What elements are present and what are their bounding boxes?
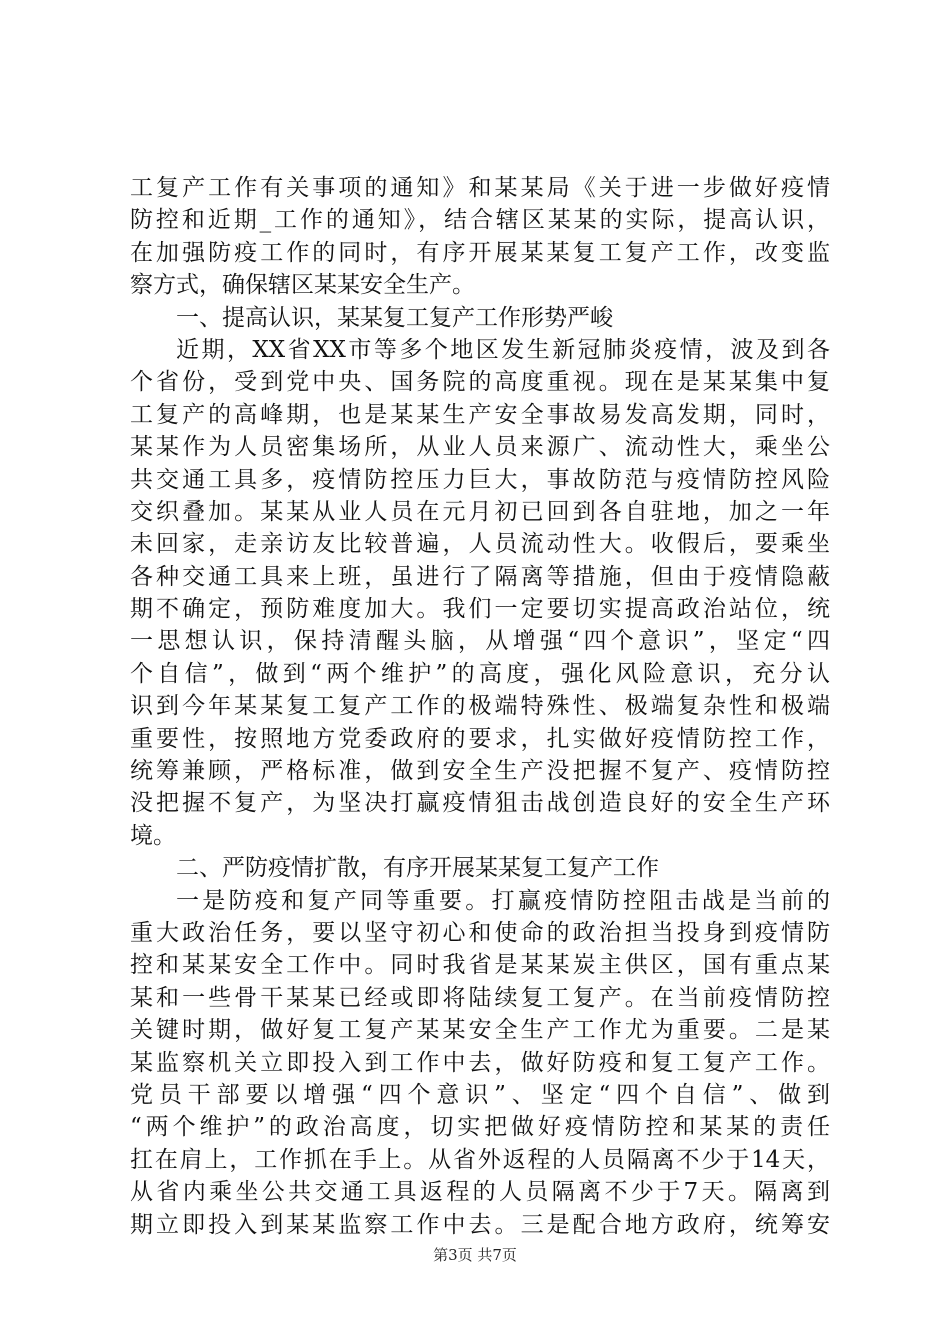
text-line: 某监察机关立即投入到工作中去，做好防疫和复工复产工作。 xyxy=(130,1049,830,1076)
text-line: 二、严防疫情扩散，有序开展某某复工复产工作 xyxy=(176,855,659,882)
text-line: 重大政治任务，要以坚守初心和使命的政治担当投身到疫情防 xyxy=(130,919,830,946)
text-line: 境。 xyxy=(130,822,176,849)
text-line: 一是防疫和复产同等重要。打赢疫情防控阻击战是当前的 xyxy=(176,887,830,914)
text-line: 某某作为人员密集场所，从业人员来源广、流动性大，乘坐公 xyxy=(130,434,830,461)
text-line: 从省内乘坐公共交通工具返程的人员隔离不少于7天。隔离到 xyxy=(130,1179,830,1206)
text-line: 没把握不复产，为坚决打赢疫情狙击战创造良好的安全生产环 xyxy=(130,790,830,817)
text-line: 未回家，走亲访友比较普遍，人员流动性大。收假后，要乘坐 xyxy=(130,531,830,558)
text-line: 交织叠加。某某从业人员在元月初已回到各自驻地，加之一年 xyxy=(130,498,830,525)
text-line: 工复产工作有关事项的通知》和某某局《关于进一步做好疫情 xyxy=(130,175,830,201)
text-line: 个省份，受到党中央、国务院的高度重视。现在是某某集中复 xyxy=(130,369,830,396)
text-line: 一、提高认识，某某复工复产工作形势严峻 xyxy=(176,304,613,331)
text-line: 党员干部要以增强“四个意识”、坚定“四个自信”、做到 xyxy=(130,1081,830,1108)
page-footer: 第3页 共7页 xyxy=(433,1246,517,1264)
text-line: 重要性，按照地方党委政府的要求，扎实做好疫情防控工作， xyxy=(130,725,830,752)
text-line: “两个维护”的政治高度，切实把做好疫情防控和某某的责任 xyxy=(130,1114,830,1141)
text-line: 个自信”，做到“两个维护”的高度，强化风险意识，充分认 xyxy=(130,660,830,687)
text-line: 近期，XX省XX市等多个地区发生新冠肺炎疫情，波及到各 xyxy=(176,336,830,363)
text-line: 期立即投入到某某监察工作中去。三是配合地方政府，统筹安 xyxy=(130,1211,830,1238)
text-line: 各种交通工具来上班，虽进行了隔离等措施，但由于疫情隐蔽 xyxy=(130,563,830,590)
text-line: 关键时期，做好复工复产某某安全生产工作尤为重要。二是某 xyxy=(130,1017,830,1044)
text-line: 控和某某安全工作中。同时我省是某某炭主供区，国有重点某 xyxy=(130,952,830,979)
text-line: 统筹兼顾，严格标准，做到安全生产没把握不复产、疫情防控 xyxy=(130,758,830,785)
text-line: 扛在肩上，工作抓在手上。从省外返程的人员隔离不少于14天， xyxy=(130,1146,830,1173)
text-line: 某和一些骨干某某已经或即将陆续复工复产。在当前疫情防控 xyxy=(130,984,830,1011)
text-line: 共交通工具多，疫情防控压力巨大，事故防范与疫情防控风险 xyxy=(130,466,830,493)
text-line: 工复产的高峰期，也是某某生产安全事故易发高发期，同时， xyxy=(130,401,830,428)
text-line: 在加强防疫工作的同时，有序开展某某复工复产工作，改变监 xyxy=(130,239,830,266)
text-line: 期不确定，预防难度加大。我们一定要切实提高政治站位，统 xyxy=(130,596,830,623)
text-line: 识到今年某某复工复产工作的极端特殊性、极端复杂性和极端 xyxy=(130,693,830,720)
text-line: 一思想认识，保持清醒头脑，从增强“四个意识”，坚定“四 xyxy=(130,628,830,655)
text-line: 防控和近期_工作的通知》，结合辖区某某的实际，提高认识， xyxy=(130,207,830,234)
body-text xyxy=(130,172,830,1241)
text-line: 察方式，确保辖区某某安全生产。 xyxy=(130,272,475,299)
